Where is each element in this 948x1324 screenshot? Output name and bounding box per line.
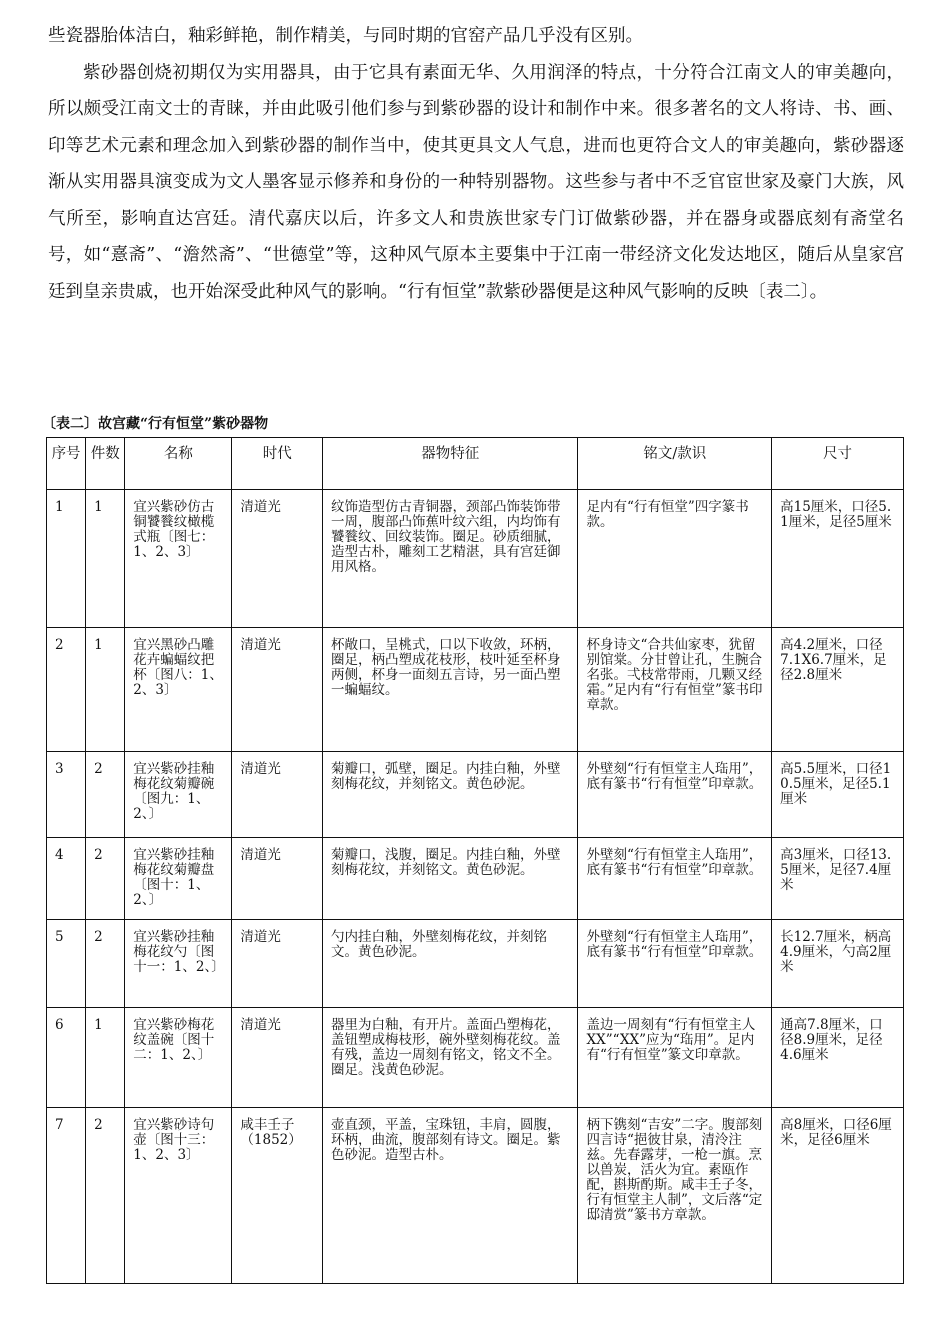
table-caption: 〔表二〕故宫藏“行有恒堂”紫砂器物	[42, 416, 269, 432]
paragraph-2: 紫砂器创烧初期仅为实用器具，由于它具有素面无华、久用润泽的特点，十分符合江南文人的审美趣向，所以颇受江南文士的青睐，并由此吸引他们参与到紫砂器的设计和制作中来。很多著名的文人将诗、书、画、印等艺术元素和理念加入到紫砂器的制作当中，使其更具文人气息，进而也更符合文人的审美趣向，紫砂器逐渐从实用器具演变成为文人墨客显示修养和身份的一种特别器物。这些参与者中不乏官宦世家及豪门大族，风气所至，影响直达宫廷。清代嘉庆以后，许多文人和贵族世家专门订做紫砂器，并在器身或器底刻有斋堂名号，如“憙斋”、“澹然斋”、“世德堂”等，这种风气原本主要集中于江南一带经济文化发达地区，随后从皇家宫廷到皇亲贵戚，也开始深受此种风气的影响。“行有恒堂”款紫砂器便是这种风气影响的反映〔表二〕。	[48, 62, 904, 302]
table-row	[47, 628, 904, 752]
cell-size: 高3厘米，口径13.5厘米，足径7.4厘米	[772, 838, 904, 920]
cell-features: 纹饰造型仿古青铜器，颈部凸饰装饰带一周，腹部凸饰蕉叶纹六组，内均饰有饕餮纹、回纹装饰。圈足。砂质细腻，造型古朴，雕刻工艺精湛，具有宫廷御用风格。	[323, 490, 578, 628]
table-header-row	[47, 438, 904, 490]
cell-count: 2	[86, 920, 125, 1008]
cell-name: 宜兴紫砂梅花纹盖碗〔图十二：1、2、〕	[125, 1008, 232, 1108]
cell-era: 清道光	[232, 490, 323, 628]
cell-inscription: 柄下镌刻“吉安”二字。腹部刻四言诗“挹彼甘泉，清泠注兹。先春露芽，一枪一旗。烹以兽炭，活火为宜。素瓯作配，斟斯酌斯。咸丰壬子冬，行有恒堂主人制”，文后落“定邸清赏”篆书方章款。	[578, 1108, 772, 1284]
cell-name: 宜兴黑砂凸雕花卉蝙蝠纹把杯〔图八：1、2、3〕	[125, 628, 232, 752]
cell-inscription: 杯身诗文“合共仙家枣，犹留别馆棠。分甘曾让孔，生腕合名张。弌枝常带雨，几颗又经霜。”足内有“行有恒堂”篆书印章款。	[578, 628, 772, 752]
table-row	[47, 752, 904, 838]
cell-features: 菊瓣口，浅腹，圈足。内挂白釉，外壁刻梅花纹，并刻铭文。黄色砂泥。	[323, 838, 578, 920]
paragraph-1: 些瓷器胎体洁白，釉彩鲜艳，制作精美，与同时期的官窑产品几乎没有区别。	[48, 26, 643, 46]
header-serial: 序号	[47, 438, 86, 490]
cell-name: 宜兴紫砂挂釉梅花纹勺〔图十一：1、2、〕	[125, 920, 232, 1008]
cell-inscription: 外壁刻“行有恒堂主人珤用”，底有篆书“行有恒堂”印章款。	[578, 752, 772, 838]
cell-count: 2	[86, 1108, 125, 1284]
cell-serial: 1	[47, 490, 86, 628]
cell-name: 宜兴紫砂挂釉梅花纹菊瓣碗〔图九：1、2、〕	[125, 752, 232, 838]
cell-era: 清道光	[232, 1008, 323, 1108]
cell-era: 清道光	[232, 628, 323, 752]
cell-count: 2	[86, 752, 125, 838]
cell-count: 1	[86, 628, 125, 752]
table-row	[47, 838, 904, 920]
cell-size: 高8厘米，口径6厘米，足径6厘米	[772, 1108, 904, 1284]
cell-features: 勺内挂白釉，外壁刻梅花纹，并刻铭文。黄色砂泥。	[323, 920, 578, 1008]
table-row	[47, 1108, 904, 1284]
cell-serial: 2	[47, 628, 86, 752]
cell-era: 清道光	[232, 920, 323, 1008]
cell-name: 宜兴紫砂诗句壶〔图十三：1、2、3〕	[125, 1108, 232, 1284]
table-body	[47, 490, 904, 1284]
cell-era: 清道光	[232, 838, 323, 920]
cell-era: 咸丰壬子（1852）	[232, 1108, 323, 1284]
header-count: 件数	[86, 438, 125, 490]
cell-count: 2	[86, 838, 125, 920]
cell-serial: 5	[47, 920, 86, 1008]
cell-size: 高4.2厘米，口径7.1X6.7厘米，足径2.8厘米	[772, 628, 904, 752]
table-row	[47, 490, 904, 628]
cell-name: 宜兴紫砂挂釉梅花纹菊瓣盘〔图十：1、2、〕	[125, 838, 232, 920]
header-size: 尺寸	[772, 438, 904, 490]
cell-features: 杯敞口，呈桃式，口以下收敛，环柄，圈足，柄凸塑成花枝形，枝叶延至杯身两侧，杯身一面刻五言诗，另一面凸塑一蝙蝠纹。	[323, 628, 578, 752]
cell-size: 高5.5厘米，口径10.5厘米，足径5.1厘米	[772, 752, 904, 838]
table-row	[47, 1008, 904, 1108]
cell-serial: 4	[47, 838, 86, 920]
cell-name: 宜兴紫砂仿古铜饕餮纹橄榄式瓶〔图七：1、2、3〕	[125, 490, 232, 628]
cell-count: 1	[86, 490, 125, 628]
cell-inscription: 外壁刻“行有恒堂主人珤用”，底有篆书“行有恒堂”印章款。	[578, 838, 772, 920]
body-text	[48, 18, 904, 310]
cell-serial: 7	[47, 1108, 86, 1284]
cell-size: 高15厘米，口径5.1厘米，足径5厘米	[772, 490, 904, 628]
cell-features: 器里为白釉，有开片。盖面凸塑梅花，盖钮塑成梅枝形，碗外壁刻梅花纹。盖有残，盖边一周刻有铭文，铭文不全。圈足。浅黄色砂泥。	[323, 1008, 578, 1108]
cell-inscription: 盖边一周刻有“行有恒堂主人XX”“XX”应为“珤用”。足内有“行有恒堂”篆文印章款。	[578, 1008, 772, 1108]
table-row	[47, 920, 904, 1008]
cell-size: 长12.7厘米，柄高4.9厘米，勺高2厘米	[772, 920, 904, 1008]
header-name: 名称	[125, 438, 232, 490]
cell-features: 菊瓣口，弧壁，圈足。内挂白釉，外壁刻梅花纹，并刻铭文。黄色砂泥。	[323, 752, 578, 838]
artifact-table	[46, 437, 904, 1284]
header-era: 时代	[232, 438, 323, 490]
cell-inscription: 足内有“行有恒堂”四字篆书款。	[578, 490, 772, 628]
cell-serial: 6	[47, 1008, 86, 1108]
cell-size: 通高7.8厘米，口径8.9厘米，足径4.6厘米	[772, 1008, 904, 1108]
cell-era: 清道光	[232, 752, 323, 838]
header-features: 器物特征	[323, 438, 578, 490]
cell-count: 1	[86, 1008, 125, 1108]
cell-features: 壶直颈，平盖，宝珠钮，丰肩，圆腹，环柄，曲流，腹部刻有诗文。圈足。紫色砂泥。造型古朴。	[323, 1108, 578, 1284]
cell-inscription: 外壁刻“行有恒堂主人珤用”，底有篆书“行有恒堂”印章款。	[578, 920, 772, 1008]
header-inscription: 铭文/款识	[578, 438, 772, 490]
cell-serial: 3	[47, 752, 86, 838]
